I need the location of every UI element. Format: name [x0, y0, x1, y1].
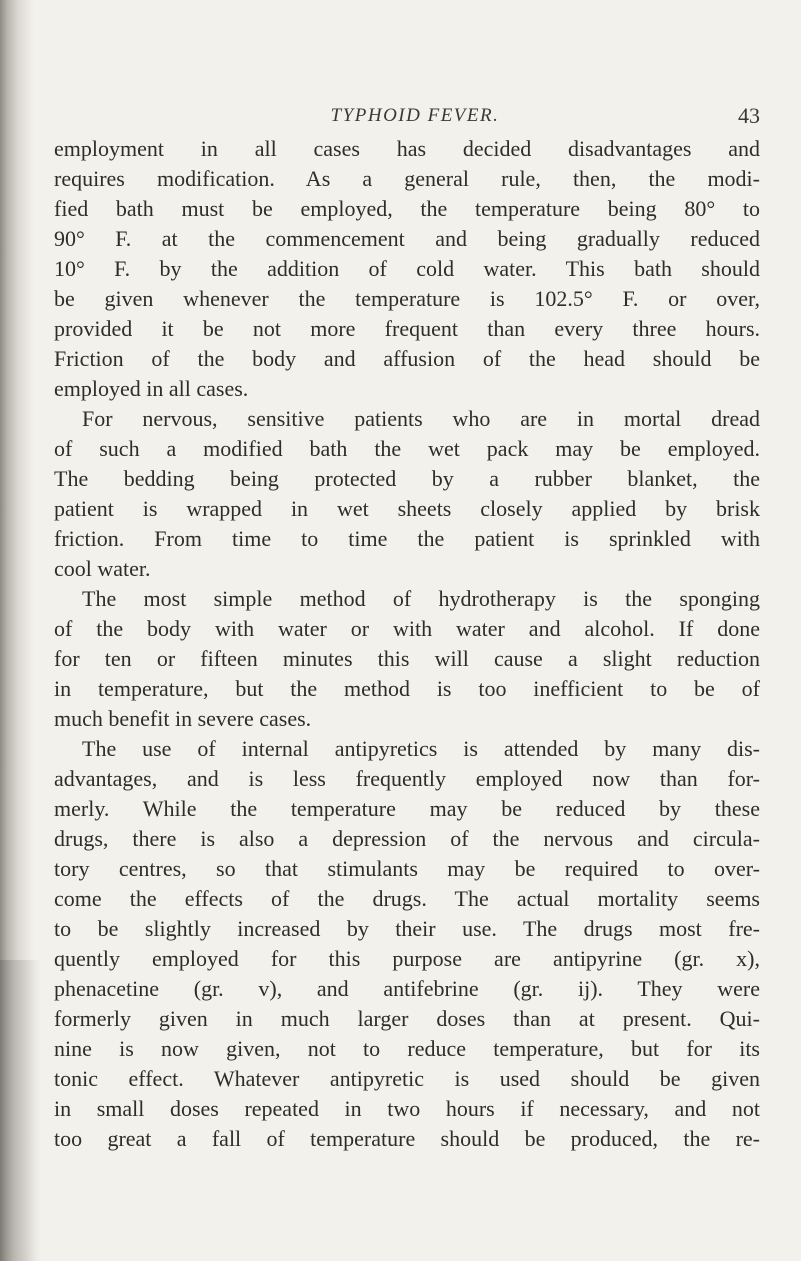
page-number: 43 — [738, 103, 760, 128]
text-line: for ten or fifteen minutes this will cause a slight reduction — [54, 646, 760, 671]
body-text — [54, 134, 760, 1154]
text-line: employed in all cases. — [54, 376, 249, 401]
text-line: patient is wrapped in wet sheets closely applied by brisk — [54, 496, 760, 521]
text-line: quently employed for this purpose are antipyrine (gr. x), — [54, 946, 760, 971]
text-line: merly. While the temperature may be reduced by these — [54, 796, 760, 821]
text-line: cool water. — [54, 556, 151, 581]
text-line: of such a modified bath the wet pack may be employed. — [54, 436, 760, 461]
text-line: fied bath must be employed, the temperature being 80° to — [54, 196, 760, 221]
text-line: of the body with water or with water and alcohol. If done — [54, 616, 760, 641]
text-line: employment in all cases has decided disadvantages and — [54, 136, 760, 161]
text-line: friction. From time to time the patient is sprinkled with — [54, 526, 760, 551]
text-line: be given whenever the temperature is 102.5° F. or over, — [54, 286, 760, 311]
text-line: The bedding being protected by a rubber blanket, the — [54, 466, 760, 491]
text-line: much benefit in severe cases. — [54, 706, 312, 731]
text-line: drugs, there is also a depression of the nervous and circula- — [54, 826, 760, 851]
paragraph-first-line: The use of internal antipyretics is attended by many dis- — [82, 736, 760, 761]
paragraph-first-line: The most simple method of hydrotherapy is the sponging — [82, 586, 760, 611]
text-line: in small doses repeated in two hours if necessary, and not — [54, 1096, 760, 1121]
text-line: nine is now given, not to reduce temperature, but for its — [54, 1036, 760, 1061]
text-line: too great a fall of temperature should be produced, the re- — [54, 1126, 760, 1151]
text-line: come the effects of the drugs. The actual mortality seems — [54, 886, 760, 911]
text-line: in temperature, but the method is too inefficient to be of — [54, 676, 760, 701]
text-line: tonic effect. Whatever antipyretic is used should be given — [54, 1066, 760, 1091]
text-line: 90° F. at the commencement and being gradually reduced — [54, 226, 760, 251]
text-line: advantages, and is less frequently employed now than for- — [54, 766, 760, 791]
running-title: TYPHOID FEVER. — [330, 105, 500, 126]
text-line: to be slightly increased by their use. The drugs most fre- — [54, 916, 760, 941]
text-line: requires modification. As a general rule, then, the modi- — [54, 166, 760, 191]
text-line: provided it be not more frequent than every three hours. — [54, 316, 760, 341]
text-line: 10° F. by the addition of cold water. This bath should — [54, 256, 760, 281]
binding-gutter-shadow-lower — [0, 960, 40, 1261]
text-line: tory centres, so that stimulants may be required to over- — [54, 856, 760, 881]
running-head — [70, 101, 760, 131]
text-line: Friction of the body and affusion of the head should be — [54, 346, 760, 371]
text-line: phenacetine (gr. v), and antifebrine (gr. ij). They were — [54, 976, 760, 1001]
paragraph-first-line: For nervous, sensitive patients who are in mortal dread — [82, 406, 760, 431]
text-line: formerly given in much larger doses than at present. Qui- — [54, 1006, 760, 1031]
